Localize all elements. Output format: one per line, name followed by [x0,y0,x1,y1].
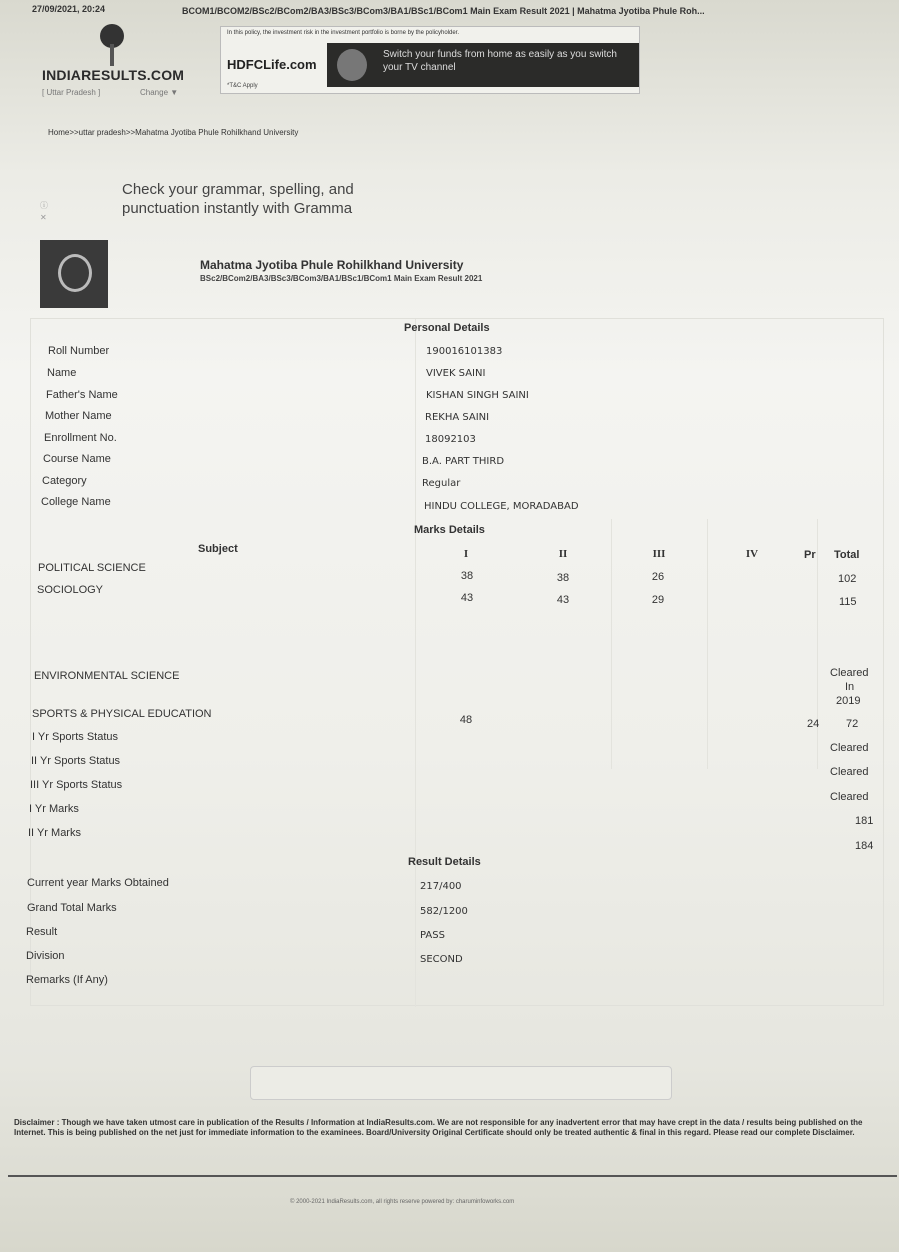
ad-banner[interactable] [220,26,640,94]
subject-name: POLITICAL SCIENCE [38,562,146,574]
year-marks-label: I Yr Marks [29,803,79,815]
exam-title: BSc2/BCom2/BA3/BSc3/BCom3/BA1/BSc1/BCom1 Main Exam Result 2021 [200,274,483,283]
sports-status-label: II Yr Sports Status [31,755,121,767]
college-name-value: HINDU COLLEGE, MORADABAD [424,501,579,512]
subject-total: 72 [846,718,859,730]
subject-name: SOCIOLOGY [37,584,104,596]
grand-total-label: Grand Total Marks [27,902,117,914]
paper-ii-marks: 43 [556,594,570,606]
subject-column-header: Subject [198,543,238,555]
paper-i-marks: 48 [459,714,473,726]
subject-total: 115 [839,596,857,608]
grammar-ad-text[interactable]: Check your grammar, spelling, and punctuation instantly with Gramma [122,181,354,217]
sports-status-value: Cleared [830,742,869,754]
practical-header: Pr [804,549,816,561]
course-name-label: Course Name [43,453,111,465]
paper-iii-header: III [652,548,666,560]
ad-brand: HDFCLife.com [227,57,317,72]
year-marks-value: 184 [855,840,874,852]
course-name-value: B.A. PART THIRD [422,456,505,467]
name-label: Name [47,367,77,379]
marks-details-heading: Marks Details [414,524,485,536]
paper-ii-marks: 38 [556,572,570,584]
paper-i-header: I [463,548,469,560]
sports-status-value: Cleared [830,791,869,803]
division-value: SECOND [420,954,463,965]
paper-iii-marks: 29 [651,594,665,606]
subject-status: 2019 [836,695,861,707]
bottom-ad-placeholder[interactable] [250,1066,672,1100]
sports-status-label: I Yr Sports Status [32,731,119,743]
grand-total-value: 582/1200 [420,906,468,917]
result-label: Result [26,926,58,938]
enrollment-value: 18092103 [425,434,476,445]
year-marks-value: 181 [855,815,874,827]
paper-i-marks: 43 [460,592,474,604]
division-label: Division [26,950,65,962]
fathers-name-value: KISHAN SINGH SAINI [426,390,529,401]
mother-name-label: Mother Name [45,410,112,422]
change-state-link[interactable]: Change ▼ [140,88,179,97]
total-header: Total [834,549,860,561]
paper-iv-header: IV [745,548,759,560]
roll-number-label: Roll Number [48,345,110,357]
paper-ii-header: II [558,548,568,560]
breadcrumb[interactable]: Home>>uttar pradesh>>Mahatma Jyotiba Phule Rohilkhand University [48,128,299,137]
site-logo-text[interactable]: INDIARESULTS.COM [42,67,185,83]
year-marks-label: II Yr Marks [28,827,81,839]
name-value: VIVEK SAINI [426,368,486,379]
state-label: [ Uttar Pradesh ] [42,88,101,97]
current-marks-value: 217/400 [420,881,462,892]
footer-divider [8,1175,897,1177]
paper-iii-marks: 26 [651,571,665,583]
subject-name: ENVIRONMENTAL SCIENCE [34,670,180,682]
subject-status: Cleared [830,667,869,679]
ad-message-panel [327,43,639,87]
practical-marks: 24 [807,718,820,730]
roll-number-value: 190016101383 [426,346,503,357]
mother-name-value: REKHA SAINI [425,412,490,423]
university-name: Mahatma Jyotiba Phule Rohilkhand University [200,258,464,272]
category-value: Regular [422,478,461,489]
ad-disclaimer-text: In this policy, the investment risk in the investment portfolio is borne by the policyholder. [227,30,460,36]
personal-details-heading: Personal Details [404,322,490,334]
paper-i-marks: 38 [460,570,474,582]
sports-status-label: III Yr Sports Status [30,779,123,791]
print-page-title: BCOM1/BCOM2/BSc2/BCom2/BA3/BSc3/BCom3/BA1/BSc1/BCom1 Main Exam Result 2021 | Mahatma Jyotiba Phule Roh... [182,6,705,16]
result-value: PASS [420,930,445,941]
remarks-label: Remarks (If Any) [26,974,108,986]
ad-terms: *T&C Apply [227,83,258,89]
subject-total: 102 [838,573,857,585]
subject-name: SPORTS & PHYSICAL EDUCATION [32,708,212,720]
subject-status: In [845,681,855,693]
college-name-label: College Name [41,496,111,508]
ad-close-icon[interactable]: ⓘ ✕ [40,201,48,222]
university-logo [40,240,108,308]
copyright-footer: © 2000-2021 IndiaResults.com, all rights reserve powered by: charuminfoworks.com [290,1199,515,1205]
disclaimer-text: Disclaimer : Though we have taken utmost care in publication of the Results / Information at IndiaResults.com. We are not responsible for any inadvertent error that may have crept in the data / results being published on the Internet. This is being published on the net just for immediate information to the examinees. Board/University Original Certificate should only be treated authentic & final in this regard. Please read our complete Disclaimer. [14,1118,863,1137]
print-datetime: 27/09/2021, 20:24 [32,4,106,14]
sports-status-value: Cleared [830,766,869,778]
fathers-name-label: Father's Name [46,389,118,401]
category-label: Category [42,475,87,487]
site-logo-stem [110,44,114,66]
ad-person-image [337,49,367,81]
enrollment-label: Enrollment No. [44,432,117,444]
ad-message: Switch your funds from home as easily as you switch your TV channel [383,49,617,73]
current-marks-label: Current year Marks Obtained [27,877,169,889]
result-details-heading: Result Details [408,856,481,868]
